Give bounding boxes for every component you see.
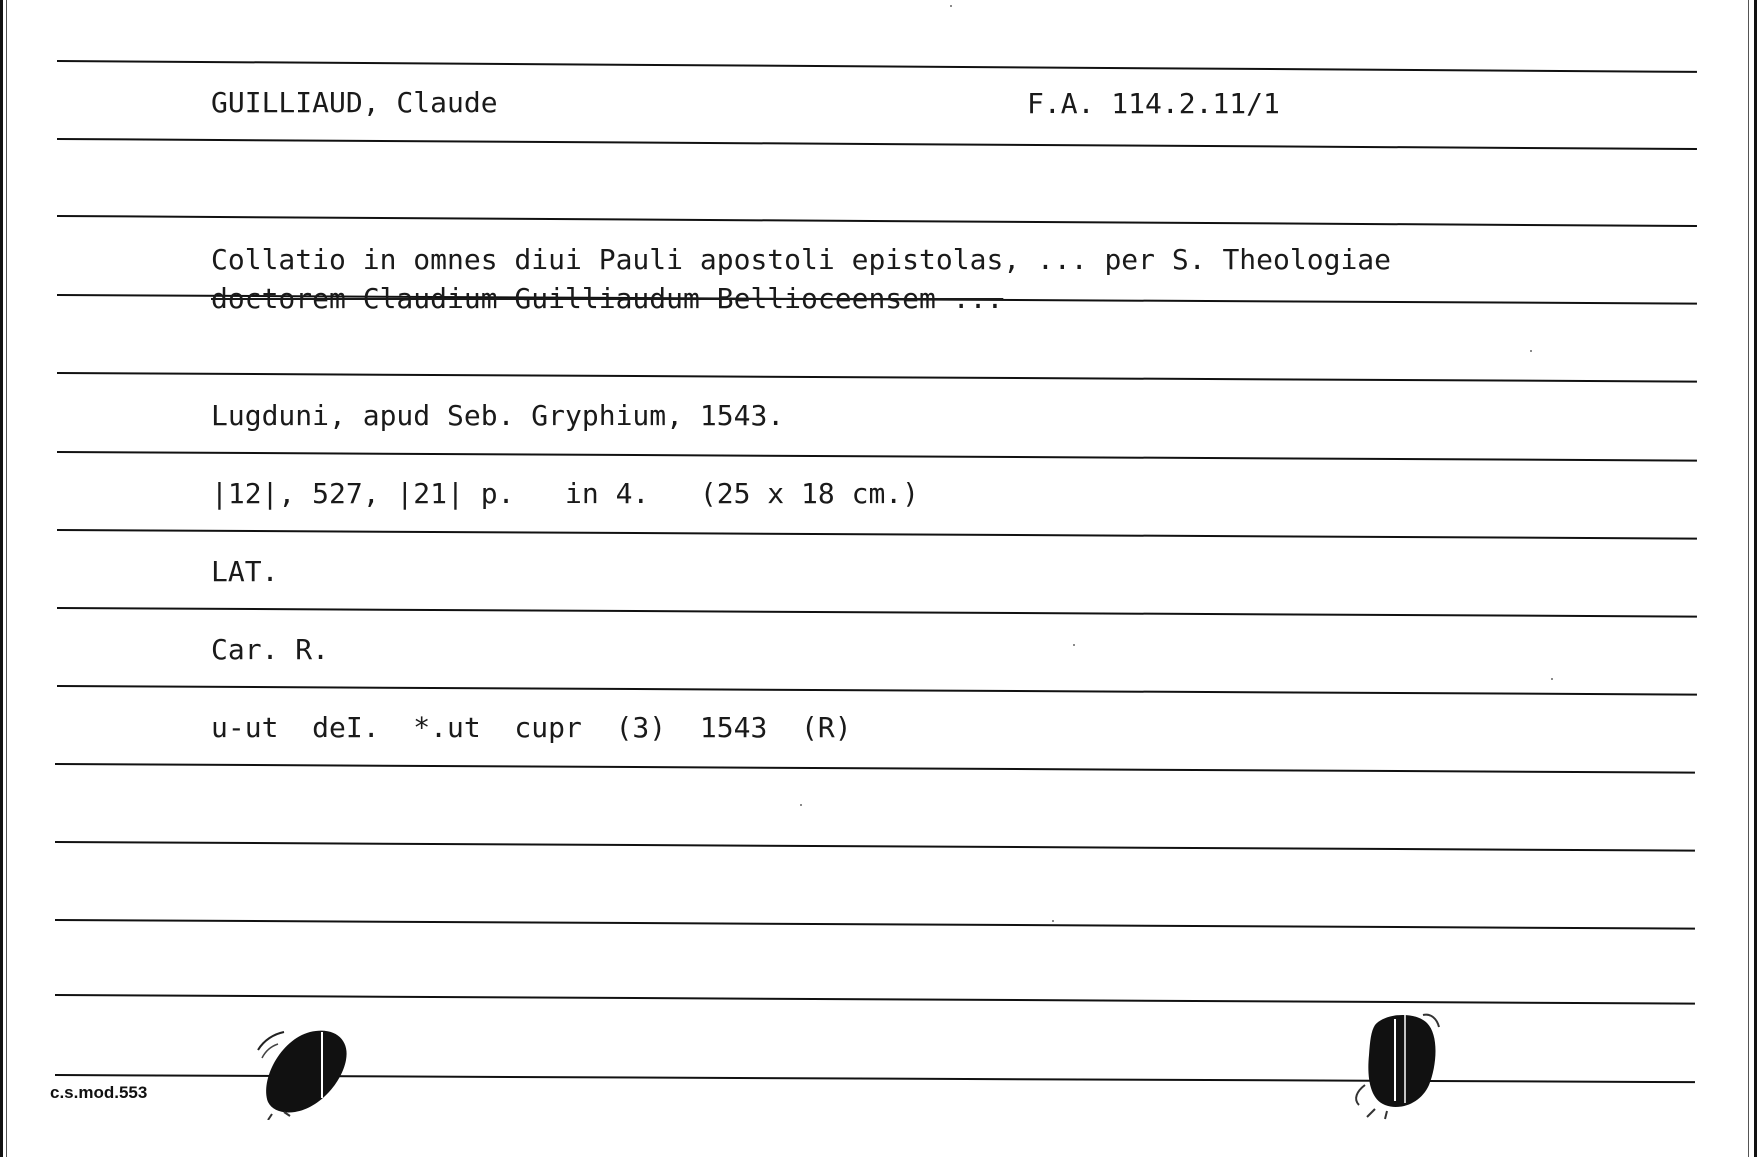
ruled-line <box>57 529 1697 540</box>
punch-hole-left-icon <box>250 1010 360 1120</box>
ruled-line <box>57 451 1697 462</box>
ruled-line <box>57 138 1697 150</box>
title-line-2: doctorem Claudium Guilliaudum Bellioceensem ... <box>211 282 1004 315</box>
speck <box>1052 920 1054 922</box>
ruled-line <box>57 685 1697 696</box>
title-line-1: Collatio in omnes diui Pauli apostoli epistolas, ... per S. Theologiae <box>211 243 1392 276</box>
speck <box>950 5 952 7</box>
fingerprint: u-ut deI. *.ut cupr (3) 1543 (R) <box>211 711 852 744</box>
punch-hole-right-icon <box>1345 1005 1455 1120</box>
card-right-edge-shadow <box>1748 0 1749 1157</box>
ruled-line <box>55 763 1695 774</box>
speck <box>1530 350 1532 352</box>
ruled-line <box>55 919 1695 930</box>
shelfmark: F.A. 114.2.11/1 <box>1027 87 1280 120</box>
speck <box>1073 644 1075 646</box>
speck <box>1551 678 1553 680</box>
collation: |12|, 527, |21| p. in 4. (25 x 18 cm.) <box>211 477 920 510</box>
card-left-edge <box>0 0 3 1157</box>
ruled-line <box>55 841 1695 852</box>
type-note: Car. R. <box>211 633 330 666</box>
language: LAT. <box>211 555 279 588</box>
author-heading: GUILLIAUD, Claude <box>211 86 498 119</box>
ruled-line <box>57 607 1697 618</box>
ruled-line <box>57 372 1697 383</box>
ruled-line <box>57 60 1697 73</box>
imprint: Lugduni, apud Seb. Gryphium, 1543. <box>211 399 785 432</box>
speck <box>800 804 802 806</box>
form-code: c.s.mod.553 <box>50 1083 148 1102</box>
ruled-line <box>55 994 1695 1005</box>
ruled-line <box>57 215 1697 227</box>
card-left-edge-shadow <box>6 0 7 1157</box>
